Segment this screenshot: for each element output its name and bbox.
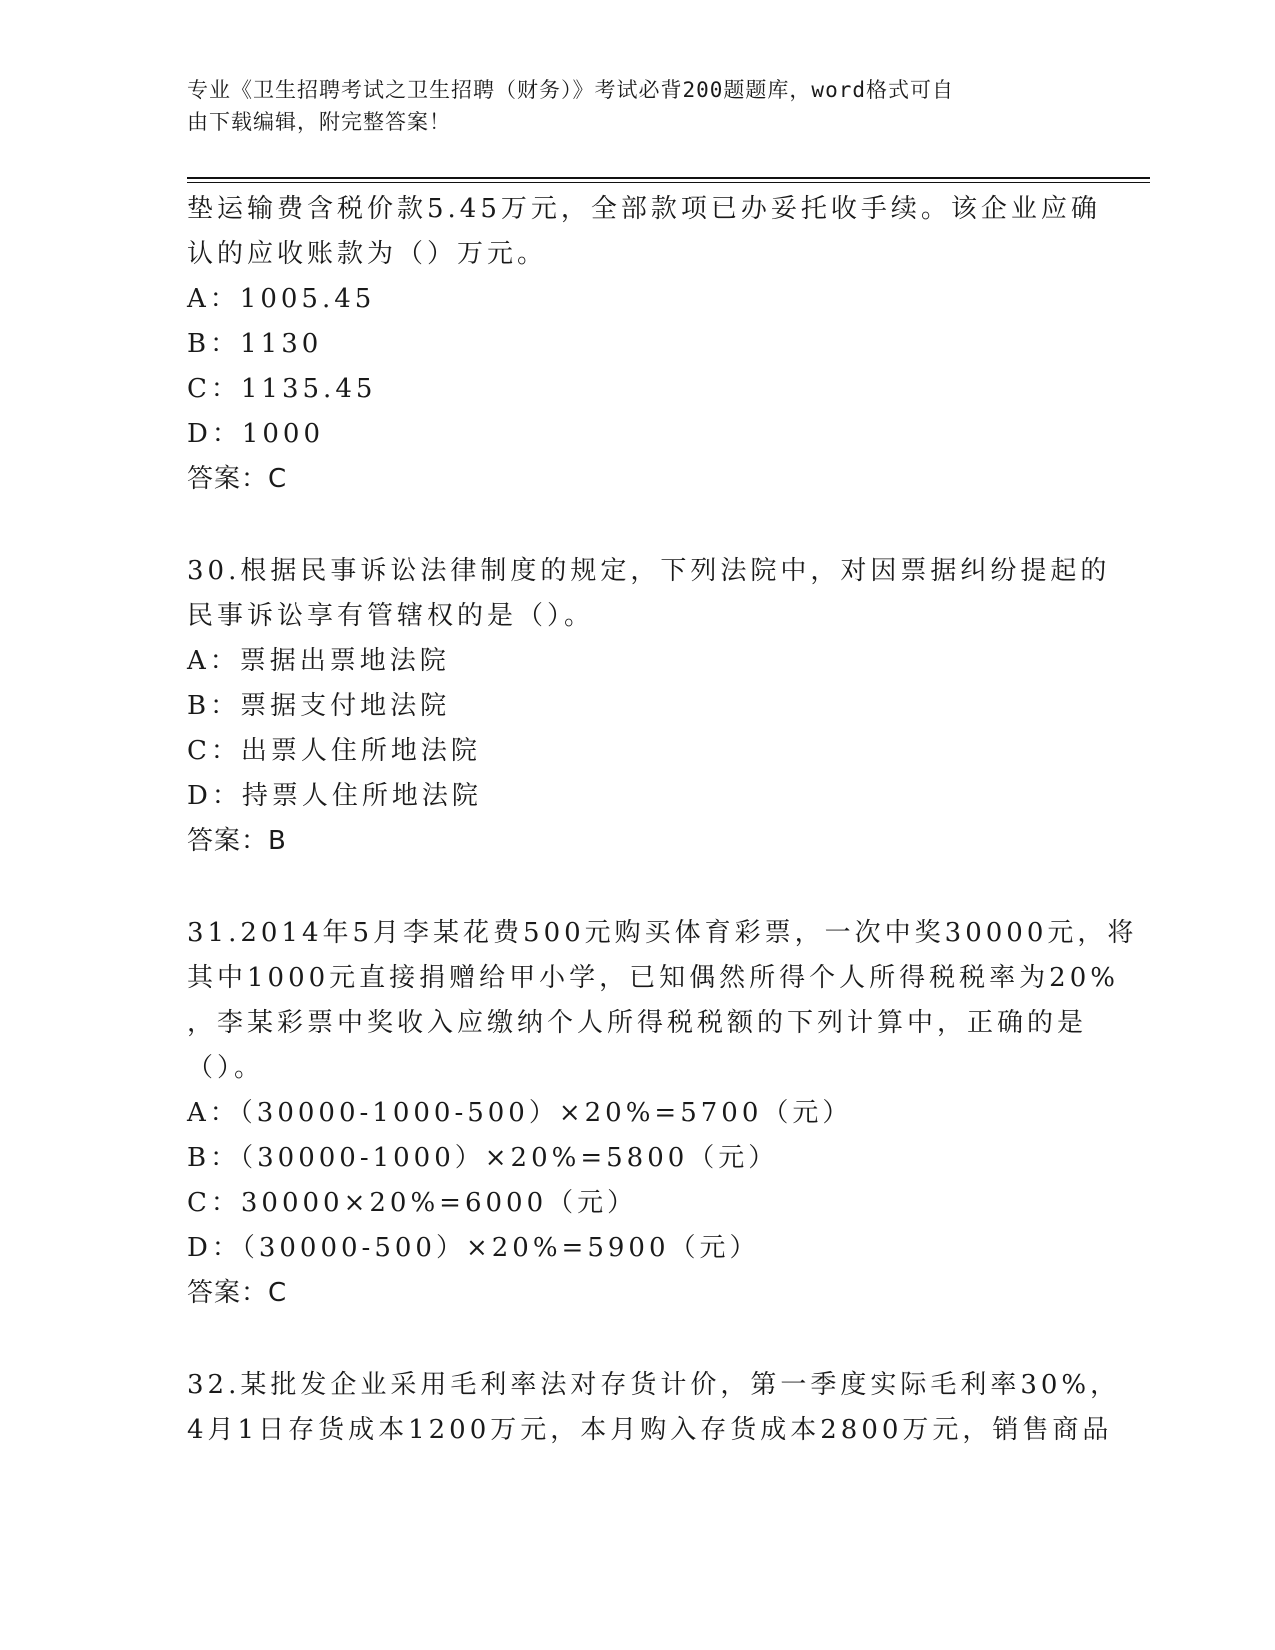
question-32	[187, 1363, 1121, 1453]
question-text: 其中1000元直接捐赠给甲小学，已知偶然所得个人所得税税率为20%	[187, 963, 1119, 993]
option-b: B：票据支付地法院	[187, 691, 451, 721]
question-text: ，李某彩票中奖收入应缴纳个人所得税税额的下列计算中，正确的是	[187, 1008, 1088, 1038]
question-31	[187, 911, 1138, 1316]
option-d: D：（30000-500）×20%=5900（元）	[187, 1233, 760, 1263]
answer-line: 答案：C	[187, 464, 288, 494]
option-a: A：（30000-1000-500）×20%=5700（元）	[187, 1098, 853, 1128]
answer-line: 答案：B	[187, 826, 287, 856]
header-line-2: 由下载编辑，附完整答案！	[187, 110, 451, 134]
question-30	[187, 549, 1111, 864]
option-a: A：票据出票地法院	[187, 646, 450, 676]
question-text: 30.根据民事诉讼法律制度的规定，下列法院中，对因票据纠纷提起的	[187, 556, 1111, 586]
question-text: 32.某批发企业采用毛利率法对存货计价，第一季度实际毛利率30%，	[187, 1370, 1121, 1400]
question-text: 31.2014年5月李某花费500元购买体育彩票，一次中奖30000元，将	[187, 918, 1138, 948]
question-text: 4月1日存货成本1200万元，本月购入存货成本2800万元，销售商品	[187, 1415, 1113, 1445]
question-29	[187, 187, 1101, 502]
option-d: D：持票人住所地法院	[187, 781, 482, 811]
header-line-1: 专业《卫生招聘考试之卫生招聘（财务）》考试必背200题题库，word格式可自	[187, 78, 954, 102]
answer-line: 答案：C	[187, 1278, 288, 1308]
option-b: B：（30000-1000）×20%=5800（元）	[187, 1143, 779, 1173]
question-text: 垫运输费含税价款5.45万元，全部款项已办妥托收手续。该企业应确	[187, 194, 1101, 224]
document-header	[187, 74, 1067, 138]
question-text: （）。	[187, 1053, 265, 1083]
option-a: A：1005.45	[187, 284, 376, 314]
option-c: C：30000×20%=6000（元）	[187, 1188, 638, 1218]
option-c: C：1135.45	[187, 374, 377, 404]
option-c: C：出票人住所地法院	[187, 736, 481, 766]
option-d: D：1000	[187, 419, 325, 449]
header-divider-thin	[187, 182, 1150, 183]
option-b: B：1130	[187, 329, 323, 359]
question-list	[187, 187, 1138, 1453]
header-divider-thick	[187, 177, 1150, 179]
question-text: 认的应收账款为（）万元。	[187, 239, 548, 269]
question-text: 民事诉讼享有管辖权的是（）。	[187, 601, 595, 631]
